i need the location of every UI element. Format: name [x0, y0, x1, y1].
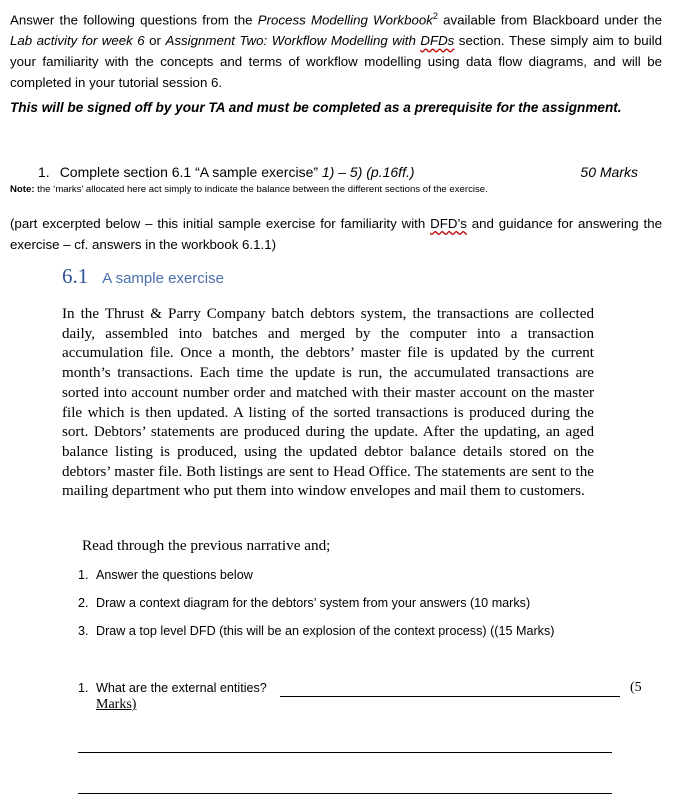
intro-text: or	[144, 33, 166, 49]
question-marks: 50 Marks	[580, 164, 638, 180]
task-item	[78, 568, 253, 582]
lab-activity: Lab activity for week 6	[10, 33, 145, 49]
question-text: Complete section 6.1 “A sample exercise”	[59, 164, 322, 180]
section-number: 6.1	[62, 264, 89, 288]
task-text: Draw a top level DFD (this will be an explosion of the context process) ((15 Marks)	[96, 624, 555, 638]
answer-line[interactable]	[78, 793, 612, 794]
read-through-instruction: Read through the previous narrative and;	[82, 537, 331, 554]
question-number: 1.	[38, 164, 50, 180]
excerpt-paragraph	[10, 213, 662, 255]
task-number: 2.	[78, 596, 89, 610]
footnote-ref: 2	[432, 11, 438, 21]
question-range: 1) – 5) (p.16ff.)	[321, 164, 415, 180]
workbook-title: Process Modelling Workbook	[257, 12, 433, 28]
question-1	[38, 164, 638, 180]
assignment-title: Assignment Two: Workflow Modelling with DFDs	[165, 33, 455, 49]
intro-text: available from Blackboard under the	[437, 12, 662, 28]
task-item	[78, 596, 530, 610]
sub-question-text: What are the external entities?	[96, 681, 267, 695]
section-title: A sample exercise	[102, 270, 224, 287]
task-number: 3.	[78, 624, 89, 638]
intro-text: Answer the following questions from the	[10, 12, 258, 28]
exercise-narrative: In the Thrust & Parry Company batch debtors system, the transactions are collected daily, assembled into batches and merged by the computer into a transaction accumulation file. Once a month, the debtors’ master file is updated by the current month’s transactions. Each time the update is run, the accumulated transactions are sorted into account number order and matched with their master account on the master file which is then updated. A listing of the sorted transactions is produced during the sort. Debtors’ statements are produced during the update. After the updating, an aged balance listing is produced, using the updated debtor balance details stored on the debtors’ master file. Both listings are sent to Head Office. The statements are sent to the mailing department who put them into window envelopes and mail them to customers.	[62, 306, 594, 500]
signoff-notice: This will be signed off by your TA and must be completed as a prerequisite for the assignment.	[10, 100, 622, 115]
intro-text: section. These simply aim to build your familiarity with the concepts and terms of workflow modelling using data flow diagrams, and will be completed in your tutorial session 6.	[10, 33, 662, 91]
task-text: Answer the questions below	[96, 568, 253, 582]
note-label: Note:	[10, 184, 35, 195]
section-heading	[62, 264, 224, 289]
excerpt-text: (part excerpted below – this initial sample exercise for familiarity with	[10, 216, 431, 231]
sub-question-1	[78, 681, 267, 695]
task-text: Draw a context diagram for the debtors’ system from your answers (10 marks)	[96, 596, 531, 610]
answer-line[interactable]	[78, 752, 612, 753]
task-item	[78, 624, 554, 638]
answer-line[interactable]	[280, 696, 620, 697]
sub-question-marks: (5	[630, 680, 642, 695]
task-number: 1.	[78, 568, 89, 582]
excerpt-text: and guidance for answering the exercise – cf. answers in the workbook 6.1.1)	[10, 216, 662, 252]
sub-question-number: 1.	[78, 681, 89, 695]
sub-question-marks: Marks)	[96, 697, 137, 712]
dfds-term: DFDs	[420, 33, 455, 49]
intro-paragraph	[10, 6, 662, 93]
dfds-term: DFD’s	[430, 216, 467, 231]
note-text: the ‘marks’ allocated here act simply to indicate the balance between the different sections of the exercise.	[34, 184, 488, 195]
marks-note	[10, 184, 670, 195]
